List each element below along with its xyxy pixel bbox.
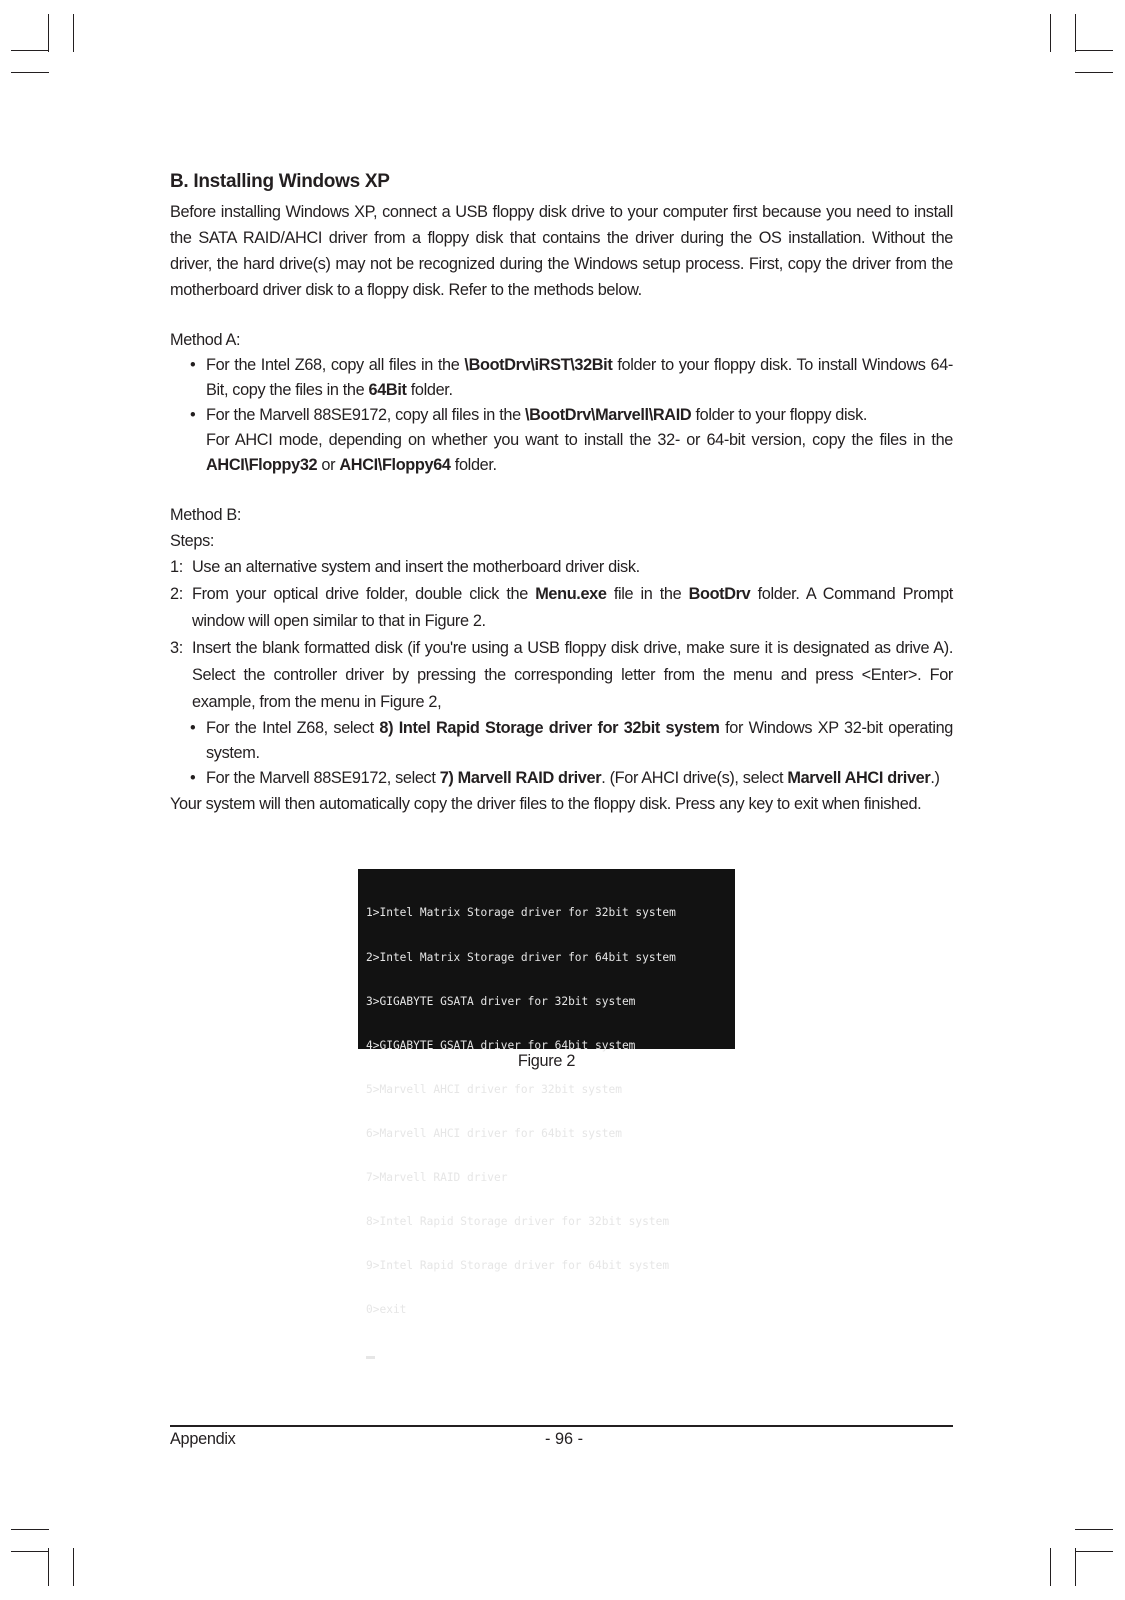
closing-paragraph: Your system will then automatically copy the driver files to the floppy disk. Press any key to exit when finished.: [170, 795, 922, 813]
menu-item: 2>Intel Matrix Storage driver for 64bit system: [366, 950, 676, 964]
menu-item: 7>Marvell RAID driver: [366, 1171, 508, 1185]
crop-mark: [1075, 1529, 1113, 1530]
step-3: 3: Insert the blank formatted disk (if you're using a USB floppy disk drive, make sure it is designated as drive A). Select the controller driver by pressing the corresponding letter from the menu and press <Enter>. For example, from the menu in Figure 2,: [170, 639, 953, 711]
step-3-bullet-intel: • For the Intel Z68, select 8) Intel Rapid Storage driver for 32bit system for Windows XP 32-bit operating system.: [170, 716, 953, 766]
crop-mark: [11, 50, 49, 51]
document-body: [170, 168, 953, 817]
crop-mark: [1075, 1551, 1113, 1552]
crop-mark: [1075, 14, 1076, 52]
step-2: 2: From your optical drive folder, double click the Menu.exe file in the BootDrv folder. A Command Prompt window will open similar to that in Figure 2.: [170, 585, 953, 630]
method-a-ahci-note: For AHCI mode, depending on whether you want to install the 32- or 64-bit version, copy the files in the AHCI\Floppy32 or AHCI\Floppy64 folder.: [206, 431, 953, 474]
crop-mark: [1050, 14, 1051, 52]
menu-item: 6>Marvell AHCI driver for 64bit system: [366, 1126, 622, 1140]
method-a-label: Method A:: [170, 331, 241, 349]
prompt-cursor: [366, 1356, 375, 1359]
menu-item: 8>Intel Rapid Storage driver for 32bit system: [366, 1215, 670, 1229]
crop-mark: [1050, 1548, 1051, 1586]
footer-section-name: Appendix: [170, 1430, 236, 1448]
menu-item: 9>Intel Rapid Storage driver for 64bit system: [366, 1259, 670, 1273]
menu-item: 1>Intel Matrix Storage driver for 32bit system: [366, 906, 676, 920]
crop-mark: [48, 14, 49, 52]
crop-mark: [11, 1529, 49, 1530]
steps-label: Steps:: [170, 532, 215, 550]
menu-item: 0>exit: [366, 1303, 407, 1317]
menu-item: 4>GIGABYTE GSATA driver for 64bit system: [366, 1038, 636, 1052]
crop-mark: [11, 72, 49, 73]
figure-caption: Figure 2: [517, 1052, 576, 1070]
crop-mark: [48, 1548, 49, 1586]
crop-mark: [73, 14, 74, 52]
menu-item: 3>GIGABYTE GSATA driver for 32bit system: [366, 994, 636, 1008]
method-b-label: Method B:: [170, 506, 242, 524]
section-title: B. Installing Windows XP: [170, 171, 390, 192]
method-a-bullet-marvell: • For the Marvell 88SE9172, copy all files in the \BootDrv\Marvell\RAID folder to your floppy disk.: [170, 403, 953, 428]
crop-mark: [1075, 72, 1113, 73]
driver-menu: [358, 869, 735, 1348]
crop-mark: [11, 1551, 49, 1552]
step-3-bullet-marvell: • For the Marvell 88SE9172, select 7) Marvell RAID driver. (For AHCI drive(s), select Marvell AHCI driver.): [170, 766, 953, 791]
crop-mark: [1075, 1548, 1076, 1586]
footer-divider: [170, 1425, 953, 1427]
step-1: 1: Use an alternative system and insert the motherboard driver disk.: [170, 558, 640, 576]
crop-mark: [1075, 50, 1113, 51]
crop-mark: [73, 1548, 74, 1586]
page-number: - 96 -: [545, 1430, 584, 1448]
method-a-bullet-intel: • For the Intel Z68, copy all files in the \BootDrv\iRST\32Bit folder to your floppy disk. To install Windows 64-Bit, copy the files in the 64Bit folder.: [170, 353, 953, 403]
intro-paragraph: Before installing Windows XP, connect a USB floppy disk drive to your computer first because you need to install the SATA RAID/AHCI driver from a floppy disk that contains the driver during the OS installation. Without the driver, the hard drive(s) may not be recognized during the Windows setup process. First, copy the driver from the motherboard driver disk to a floppy disk. Refer to the methods below.: [170, 203, 953, 299]
menu-item: 5>Marvell AHCI driver for 32bit system: [366, 1082, 622, 1096]
